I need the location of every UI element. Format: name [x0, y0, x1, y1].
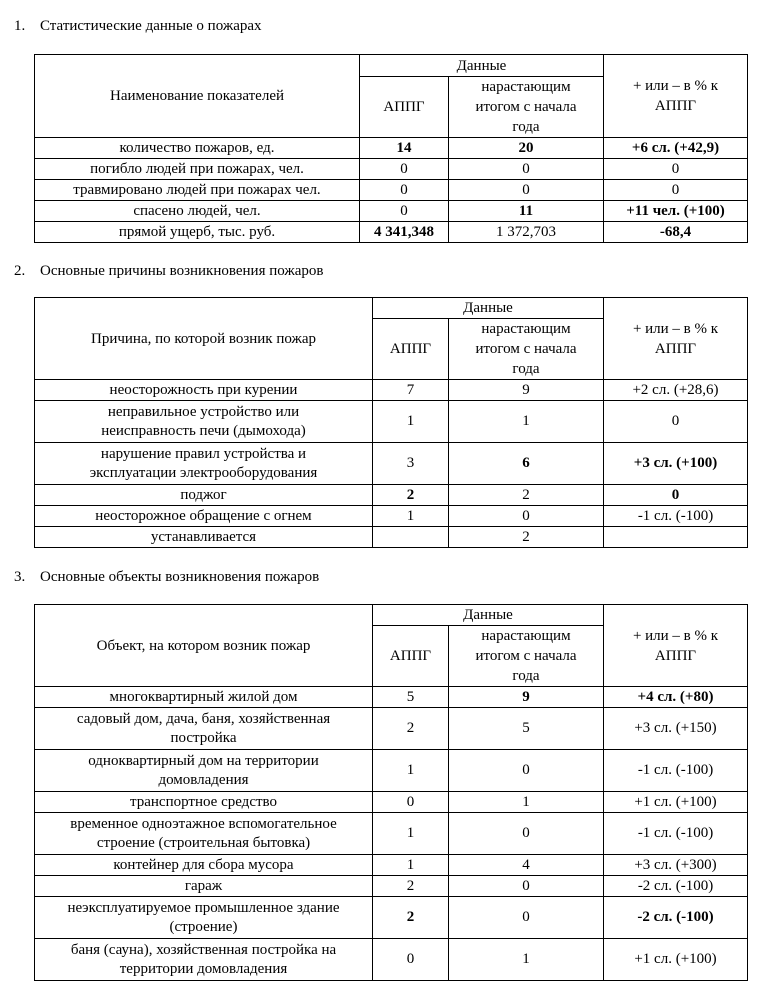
row-appg: 14 — [360, 138, 449, 159]
row-cumulative: 9 — [449, 380, 604, 401]
row-cumulative: 2 — [449, 527, 604, 548]
row-appg: 4 341,348 — [360, 222, 449, 243]
row-cumulative: 6 — [449, 443, 604, 485]
row-cumulative: 0 — [449, 180, 604, 201]
row-name: временное одноэтажное вспомогательное строение (строительная бытовка) — [35, 813, 373, 855]
row-name: транспортное средство — [35, 792, 373, 813]
table-row — [35, 813, 748, 855]
row-change: +1 сл. (+100) — [604, 792, 748, 813]
row-appg: 7 — [373, 380, 449, 401]
row-cumulative: 9 — [449, 687, 604, 708]
row-cumulative: 0 — [449, 897, 604, 939]
header-row — [35, 55, 748, 77]
row-change: +3 сл. (+300) — [604, 855, 748, 876]
row-name: неосторожное обращение с огнем — [35, 506, 373, 527]
row-name: количество пожаров, ед. — [35, 138, 360, 159]
header-cumulative: нарастающим итогом с начала года — [449, 319, 604, 380]
row-name: баня (сауна), хозяйственная постройка на территории домовладения — [35, 939, 373, 981]
header-cumulative: нарастающим итогом с начала года — [449, 77, 604, 138]
table-row — [35, 485, 748, 506]
table-row — [35, 750, 748, 792]
fire-objects-table — [34, 604, 748, 981]
row-cumulative: 1 372,703 — [449, 222, 604, 243]
row-name: контейнер для сбора мусора — [35, 855, 373, 876]
row-name: садовый дом, дача, баня, хозяйственная постройка — [35, 708, 373, 750]
row-change: 0 — [604, 485, 748, 506]
row-name: прямой ущерб, тыс. руб. — [35, 222, 360, 243]
header-data: Данные — [373, 605, 604, 626]
row-appg — [373, 527, 449, 548]
section-title: Статистические данные о пожарах — [40, 18, 262, 34]
row-appg: 1 — [373, 506, 449, 527]
table-row — [35, 708, 748, 750]
row-cumulative: 0 — [449, 750, 604, 792]
row-cumulative: 20 — [449, 138, 604, 159]
row-appg: 1 — [373, 401, 449, 443]
table-row — [35, 897, 748, 939]
row-name: неправильное устройство или неисправность печи (дымохода) — [35, 401, 373, 443]
row-change: 0 — [604, 159, 748, 180]
row-name: поджог — [35, 485, 373, 506]
table-row — [35, 222, 748, 243]
row-appg: 1 — [373, 750, 449, 792]
row-appg: 2 — [373, 897, 449, 939]
row-change: -2 сл. (-100) — [604, 876, 748, 897]
header-change: + или – в % к АППГ — [604, 55, 748, 138]
row-change: -1 сл. (-100) — [604, 813, 748, 855]
row-change: +1 сл. (+100) — [604, 939, 748, 981]
row-change: +3 сл. (+150) — [604, 708, 748, 750]
row-appg: 2 — [373, 876, 449, 897]
header-data: Данные — [360, 55, 604, 77]
header-change: + или – в % к АППГ — [604, 298, 748, 380]
table-row — [35, 159, 748, 180]
fire-causes-table — [34, 297, 748, 548]
header-name: Причина, по которой возник пожар — [35, 298, 373, 380]
table-row — [35, 506, 748, 527]
row-cumulative: 1 — [449, 939, 604, 981]
row-cumulative: 2 — [449, 485, 604, 506]
table-row — [35, 876, 748, 897]
row-appg: 2 — [373, 708, 449, 750]
row-name: неосторожность при курении — [35, 380, 373, 401]
row-appg: 0 — [373, 939, 449, 981]
row-cumulative: 0 — [449, 876, 604, 897]
section-title: Основные причины возникновения пожаров — [40, 263, 324, 279]
row-name: неэксплуатируемое промышленное здание (строение) — [35, 897, 373, 939]
section-2-heading — [14, 262, 323, 280]
section-1-heading — [14, 17, 262, 35]
row-cumulative: 4 — [449, 855, 604, 876]
row-change: +2 сл. (+28,6) — [604, 380, 748, 401]
row-name: травмировано людей при пожарах чел. — [35, 180, 360, 201]
table-row — [35, 443, 748, 485]
row-cumulative: 0 — [449, 813, 604, 855]
row-appg: 1 — [373, 855, 449, 876]
table-row — [35, 792, 748, 813]
row-name: устанавливается — [35, 527, 373, 548]
table-row — [35, 401, 748, 443]
table-row — [35, 527, 748, 548]
section-3-heading — [14, 568, 319, 586]
header-name: Наименование показателей — [35, 55, 360, 138]
row-change: +6 сл. (+42,9) — [604, 138, 748, 159]
table-row — [35, 939, 748, 981]
table-row — [35, 138, 748, 159]
row-change — [604, 527, 748, 548]
row-name: многоквартирный жилой дом — [35, 687, 373, 708]
row-appg: 1 — [373, 813, 449, 855]
row-change: -2 сл. (-100) — [604, 897, 748, 939]
row-name: гараж — [35, 876, 373, 897]
row-cumulative: 1 — [449, 792, 604, 813]
header-row — [35, 298, 748, 319]
row-cumulative: 5 — [449, 708, 604, 750]
row-appg: 0 — [360, 180, 449, 201]
fire-statistics-table — [34, 54, 748, 243]
header-row — [35, 605, 748, 626]
row-change: +4 сл. (+80) — [604, 687, 748, 708]
header-appg: АППГ — [373, 626, 449, 687]
section-number: 3. — [14, 569, 26, 585]
header-appg: АППГ — [360, 77, 449, 138]
row-appg: 0 — [360, 159, 449, 180]
table-row — [35, 855, 748, 876]
row-name: одноквартирный дом на территории домовладения — [35, 750, 373, 792]
table-row — [35, 201, 748, 222]
table-row — [35, 687, 748, 708]
row-change: -1 сл. (-100) — [604, 750, 748, 792]
row-cumulative: 1 — [449, 401, 604, 443]
row-change: 0 — [604, 401, 748, 443]
row-appg: 2 — [373, 485, 449, 506]
table-row — [35, 180, 748, 201]
row-appg: 0 — [373, 792, 449, 813]
section-title: Основные объекты возникновения пожаров — [40, 569, 320, 585]
row-change: +3 сл. (+100) — [604, 443, 748, 485]
header-data: Данные — [373, 298, 604, 319]
row-cumulative: 11 — [449, 201, 604, 222]
row-change: 0 — [604, 180, 748, 201]
row-appg: 5 — [373, 687, 449, 708]
row-change: -1 сл. (-100) — [604, 506, 748, 527]
row-appg: 3 — [373, 443, 449, 485]
row-cumulative: 0 — [449, 506, 604, 527]
row-name: нарушение правил устройства и эксплуатации электрооборудования — [35, 443, 373, 485]
row-cumulative: 0 — [449, 159, 604, 180]
row-change: -68,4 — [604, 222, 748, 243]
row-appg: 0 — [360, 201, 449, 222]
row-name: погибло людей при пожарах, чел. — [35, 159, 360, 180]
row-name: спасено людей, чел. — [35, 201, 360, 222]
header-cumulative: нарастающим итогом с начала года — [449, 626, 604, 687]
header-appg: АППГ — [373, 319, 449, 380]
table-row — [35, 380, 748, 401]
header-change: + или – в % к АППГ — [604, 605, 748, 687]
section-number: 1. — [14, 18, 26, 34]
row-change: +11 чел. (+100) — [604, 201, 748, 222]
header-name: Объект, на котором возник пожар — [35, 605, 373, 687]
section-number: 2. — [14, 263, 26, 279]
